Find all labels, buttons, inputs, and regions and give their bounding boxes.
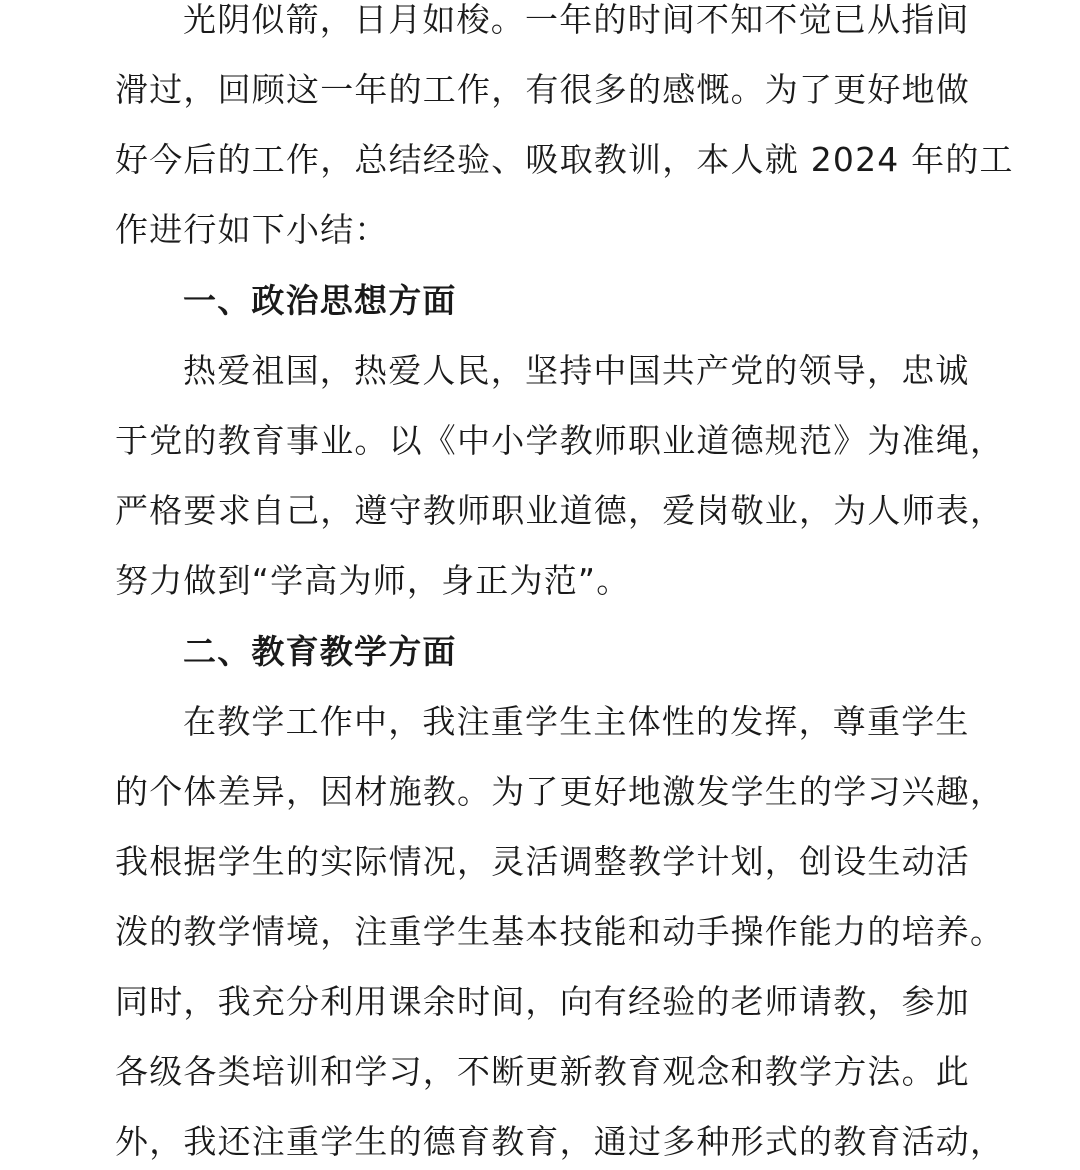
paragraph-line: 的个体差异，因材施教。为了更好地激发学生的学习兴趣， — [115, 772, 1005, 811]
section-heading: 二、教育教学方面 — [183, 632, 457, 671]
paragraph-line: 外，我还注重学生的德育教育，通过多种形式的教育活动， — [115, 1122, 1005, 1161]
section-heading: 一、政治思想方面 — [183, 281, 457, 320]
paragraph-line: 我根据学生的实际情况，灵活调整教学计划，创设生动活 — [115, 842, 970, 881]
paragraph-line: 同时，我充分利用课余时间，向有经验的老师请教，参加 — [115, 982, 970, 1021]
paragraph-line: 好今后的工作，总结经验、吸取教训，本人就 2024 年的工 — [115, 140, 1014, 179]
paragraph-line: 努力做到“学高为师，身正为范”。 — [115, 561, 631, 600]
paragraph-line: 热爱祖国，热爱人民，坚持中国共产党的领导，忠诚 — [183, 351, 970, 390]
paragraph-line: 滑过，回顾这一年的工作，有很多的感慨。为了更好地做 — [115, 70, 970, 109]
paragraph-line: 作进行如下小结： — [115, 210, 389, 249]
paragraph-line: 在教学工作中，我注重学生主体性的发挥，尊重学生 — [183, 702, 970, 741]
paragraph-line: 光阴似箭，日月如梭。一年的时间不知不觉已从指间 — [183, 0, 970, 39]
paragraph-line: 泼的教学情境，注重学生基本技能和动手操作能力的培养。 — [115, 912, 1005, 951]
paragraph-line: 于党的教育事业。以《中小学教师职业道德规范》为准绳， — [115, 421, 1005, 460]
paragraph-line: 各级各类培训和学习，不断更新教育观念和教学方法。此 — [115, 1052, 970, 1091]
paragraph-line: 严格要求自己，遵守教师职业道德，爱岗敬业，为人师表， — [115, 491, 1005, 530]
